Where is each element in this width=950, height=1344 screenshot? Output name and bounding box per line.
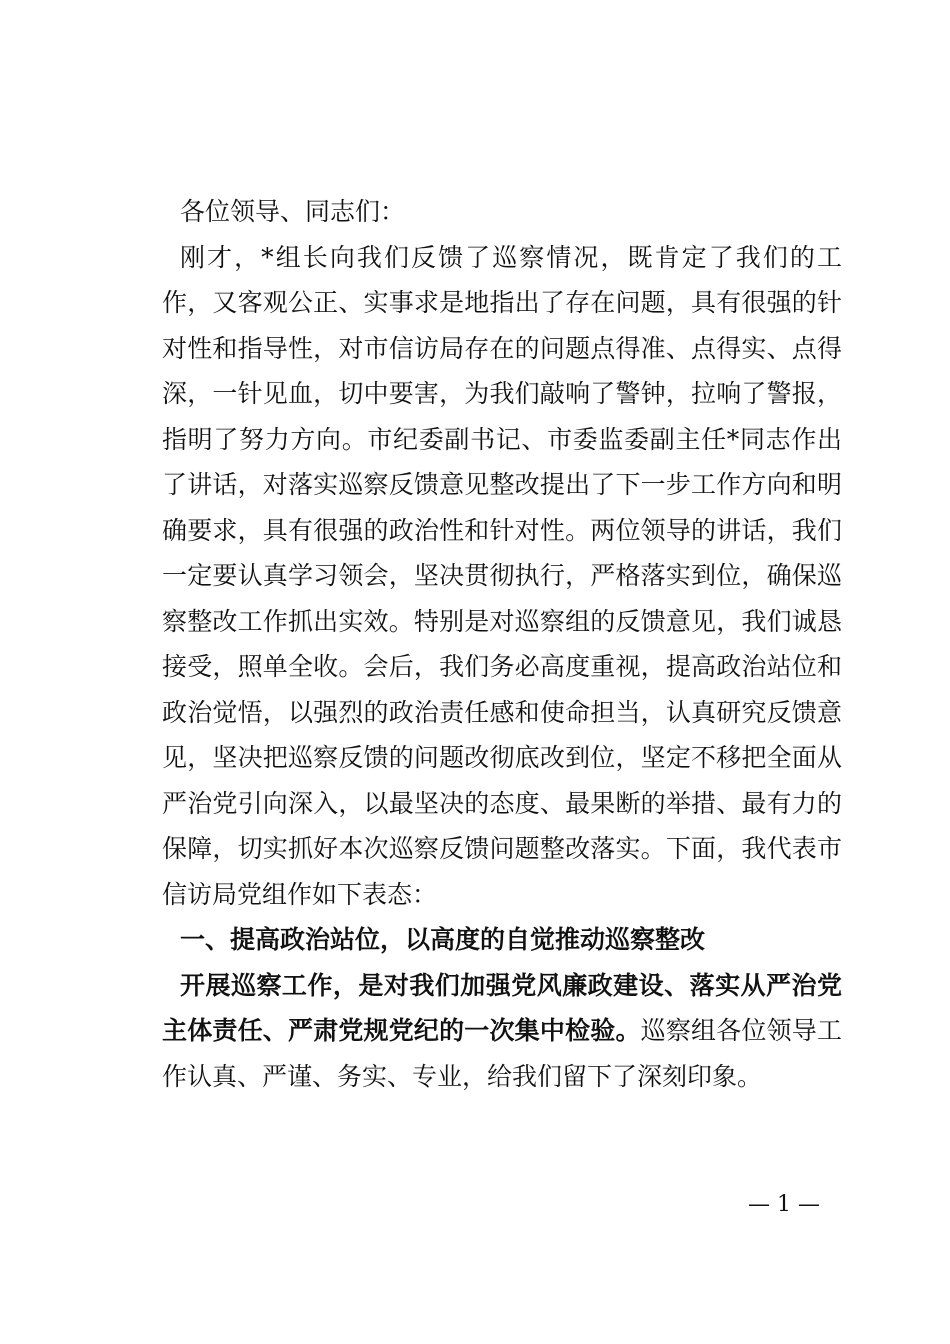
document-body bbox=[162, 189, 842, 1099]
page-number: — 1 — bbox=[748, 1192, 820, 1217]
salutation: 各位领导、同志们： bbox=[180, 197, 406, 226]
section-paragraph-rest: 巡察组各位领导工作认真、严谨、务实、专业，给我们留下了深刻印象。 bbox=[162, 1016, 842, 1091]
section-paragraph bbox=[162, 963, 842, 1100]
section-paragraph-bold-lead: 开展巡察工作，是对我们加强党风廉政建设、落实从严治党主体责任、严肃党规党纪的一次集中检验。 bbox=[162, 970, 842, 1045]
section-heading: 一、提高政治站位，以高度的自觉推动巡察整改 bbox=[180, 925, 706, 954]
opening-paragraph: 刚才，*组长向我们反馈了巡察情况，既肯定了我们的工作，又客观公正、实事求是地指出了存在问题，具有很强的针对性和指导性，对市信访局存在的问题点得准、点得实、点得深，一针见血，切中要害，为我们敲响了警钟，拉响了警报，指明了努力方向。市纪委副书记、市委监委副主任*同志作出了讲话，对落实巡察反馈意见整改提出了下一步工作方向和明确要求，具有很强的政治性和针对性。两位领导的讲话，我们一定要认真学习领会，坚决贯彻执行，严格落实到位，确保巡察整改工作抓出实效。特别是对巡察组的反馈意见，我们诚恳接受，照单全收。会后，我们务必高度重视，提高政治站位和政治觉悟，以强烈的政治责任感和使命担当，认真研究反馈意见，坚决把巡察反馈的问题改彻底改到位，坚定不移把全面从严治党引向深入，以最坚决的态度、最果断的举措、最有力的保障，切实抓好本次巡察反馈问题整改落实。下面，我代表市信访局党组作如下表态： bbox=[162, 242, 842, 909]
